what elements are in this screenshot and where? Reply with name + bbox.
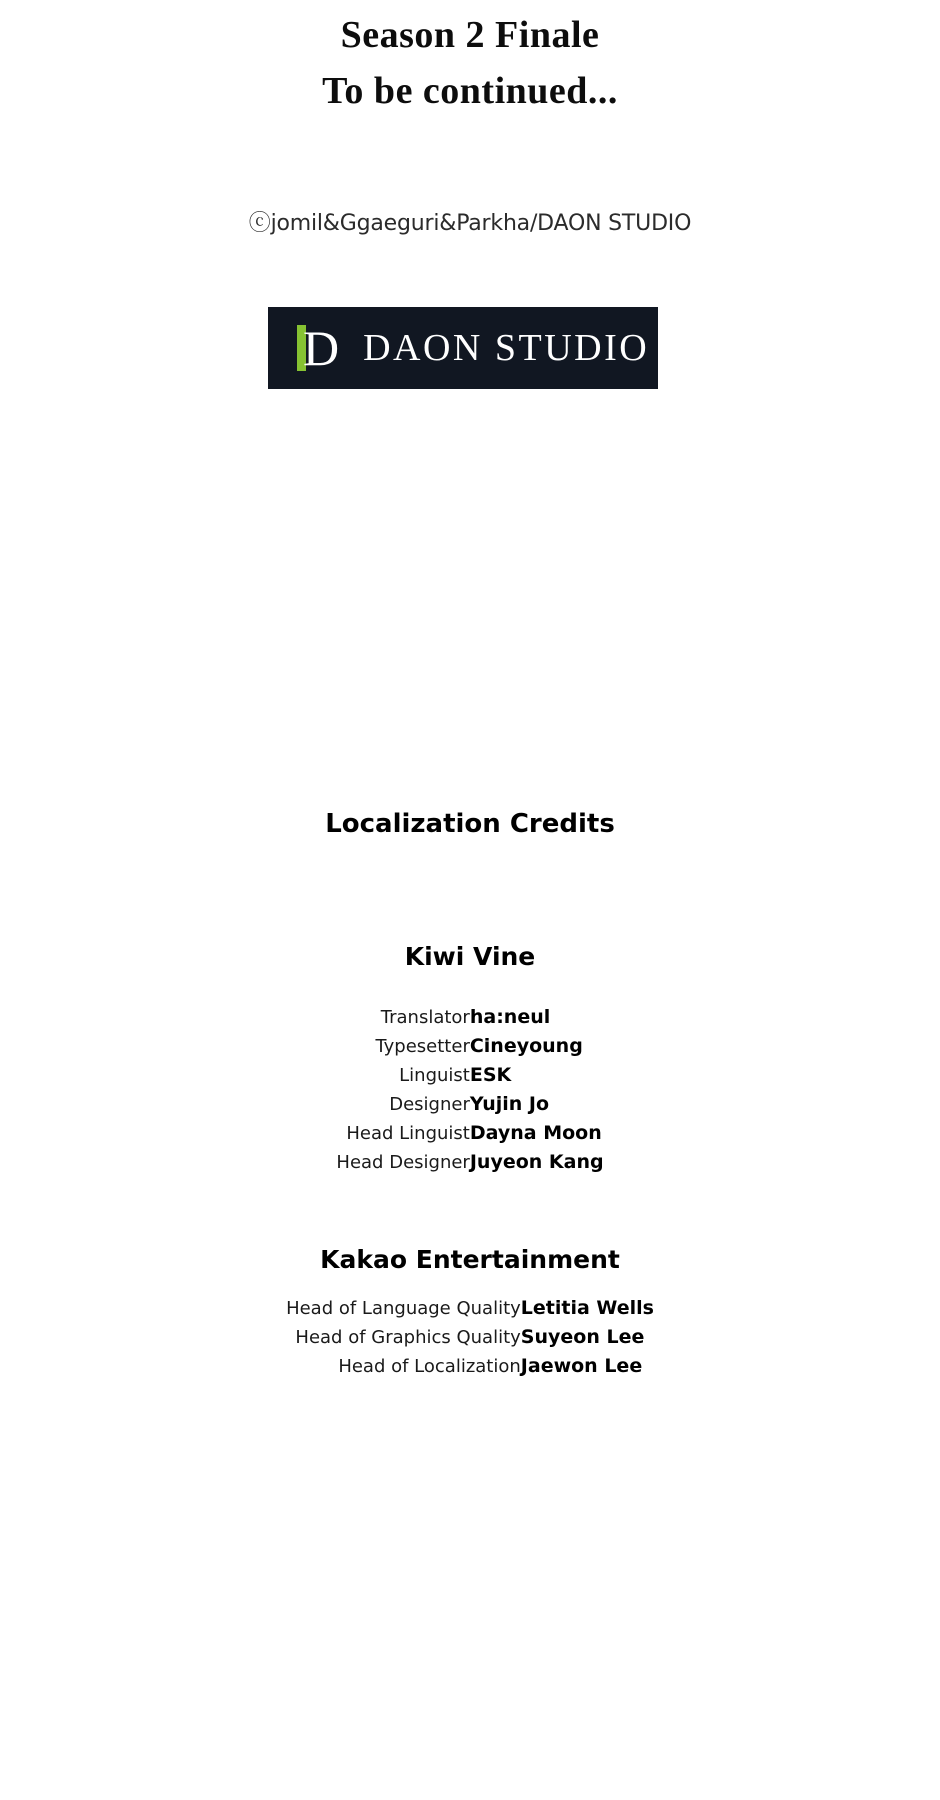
page-title: Localization Credits	[325, 809, 615, 839]
to-be-continued-line: To be continued...	[322, 70, 618, 112]
credit-role: Head Designer	[336, 1152, 470, 1173]
section-heading: Kiwi Vine	[404, 942, 536, 971]
credit-role: Typesetter	[375, 1036, 470, 1057]
table-row	[286, 1323, 654, 1352]
season-finale-line: Season 2 Finale	[340, 14, 600, 56]
table-row	[336, 1119, 603, 1148]
table-row	[336, 1148, 603, 1177]
credit-name: Cineyoung	[469, 1035, 583, 1057]
credit-role: Head of Localization	[338, 1356, 521, 1377]
finale-title-block	[0, 8, 940, 120]
table-row	[336, 1032, 603, 1061]
credit-role: Designer	[389, 1094, 470, 1115]
credit-name: Juyeon Kang	[469, 1151, 604, 1173]
section-heading: Kakao Entertainment	[320, 1245, 620, 1274]
credit-role: Translator	[380, 1007, 470, 1028]
credit-role: Linguist	[399, 1065, 470, 1086]
credit-role: Head Linguist	[346, 1123, 470, 1144]
credits-table	[286, 1294, 654, 1381]
logo-monogram-icon: D	[303, 320, 340, 376]
credit-name: Letitia Wells	[520, 1297, 654, 1319]
table-row	[286, 1294, 654, 1323]
credit-name: Jaewon Lee	[520, 1355, 643, 1377]
table-row	[336, 1003, 603, 1032]
credit-role: Head of Language Quality	[286, 1298, 521, 1319]
table-row	[336, 1061, 603, 1090]
table-row	[286, 1352, 654, 1381]
copyright-line: ⓒjomil&Ggaeguri&Parkha/DAON STUDIO	[248, 211, 692, 236]
credit-name: Suyeon Lee	[520, 1326, 645, 1348]
credit-name: ha:neul	[469, 1006, 551, 1028]
credit-name: ESK	[469, 1064, 512, 1086]
credits-section-kiwi-vine	[0, 940, 940, 1177]
table-row	[336, 1090, 603, 1119]
credits-table	[336, 1003, 603, 1177]
logo-wordmark: DAON STUDIO	[363, 327, 650, 369]
credits-section-kakao-entertainment	[0, 1243, 940, 1381]
daon-studio-logo	[268, 307, 658, 389]
credit-role: Head of Graphics Quality	[295, 1327, 521, 1348]
credit-name: Yujin Jo	[469, 1093, 550, 1115]
credit-name: Dayna Moon	[469, 1122, 602, 1144]
